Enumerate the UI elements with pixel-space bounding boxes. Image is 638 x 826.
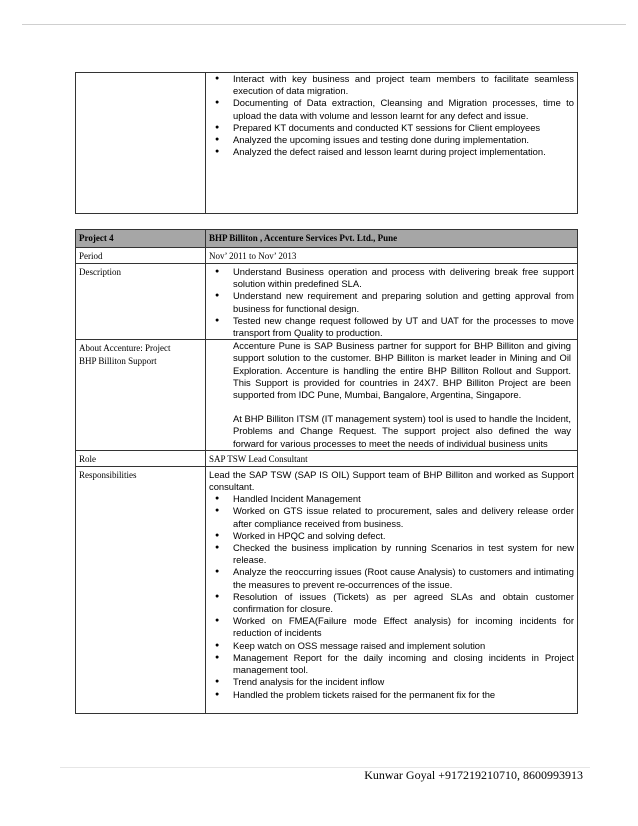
list-item: ● Management Report for the daily incoming and closing incidents in Project management tool. <box>233 652 574 676</box>
about-label-line-2: BHP Billiton Support <box>79 356 157 367</box>
list-item: ● Understand Business operation and process with delivering break free support solution within predefined SLA. <box>233 266 574 290</box>
empty-label-cell <box>76 73 206 214</box>
list-item: ● Resolution of issues (Tickets) as per agreed SLAs and obtain customer confirmation for closure. <box>233 591 574 615</box>
role-value: SAP TSW Lead Consultant <box>206 450 578 466</box>
table-row <box>76 264 578 340</box>
period-value: Nov’ 2011 to Nov’ 2013 <box>206 248 578 264</box>
about-paragraph-1: Accenture Pune is SAP Business partner for support for BHP Billiton and giving support solution to the customer. BHP Billiton is market leader in Mining and Oil Exploration. Accenture is handling the entire BHP Billiton Rollout and Support. This Support is provided for countries in 24X7. BHP Billiton Project are been supported from IDC Pune, Mumbai, Bangalore, Argentina, Singapore. <box>233 340 571 401</box>
period-label: Period <box>76 248 206 264</box>
description-label: Description <box>76 264 206 340</box>
responsibilities-cell <box>206 466 578 713</box>
list-item: ● Analyzed the defect raised and lesson learnt during project implementation. <box>233 146 574 158</box>
continued-table <box>75 72 578 214</box>
list-item: ● Prepared KT documents and conducted KT sessions for Client employees <box>233 122 574 134</box>
list-item: ● Worked on GTS issue related to procurement, sales and delivery release order after compliance received from business. <box>233 505 574 529</box>
list-item: ● Handled the problem tickets raised for the permanent fix for the <box>233 689 574 701</box>
responsibilities-label: Responsibilities <box>76 466 206 713</box>
list-item: ● Interact with key business and project team members to facilitate seamless execution of data migration. <box>233 73 574 97</box>
list-item: ● Analyzed the upcoming issues and testing done during implementation. <box>233 134 574 146</box>
list-item: ● Keep watch on OSS message raised and implement solution <box>233 640 574 652</box>
description-bullet-list <box>209 266 574 339</box>
list-item: ● Worked on FMEA(Failure mode Effect analysis) for incoming incidents for reduction of incidents <box>233 615 574 639</box>
list-item: ● Analyze the reoccurring issues (Root cause Analysis) to customers and intimating the measures to prevent re-occurrences of the issue. <box>233 566 574 590</box>
list-item: ● Worked in HPQC and solving defect. <box>233 530 574 542</box>
continued-bullets-cell <box>206 73 578 214</box>
responsibilities-intro: Lead the SAP TSW (SAP IS OIL) Support team of BHP Billiton and worked as Support consultant. <box>209 468 574 493</box>
page-footer: Kunwar Goyal +917219210710, 8600993913 <box>364 768 583 782</box>
table-row <box>76 450 578 466</box>
project-4-table <box>75 229 578 714</box>
page-top-rule <box>22 24 626 25</box>
responsibilities-bullet-list <box>209 493 574 700</box>
table-row <box>76 466 578 713</box>
list-item: ● Trend analysis for the incident inflow <box>233 676 574 688</box>
list-item: ● Checked the business implication by running Scenarios in test system for new release. <box>233 542 574 566</box>
project-label: Project 4 <box>76 230 206 248</box>
about-cell <box>206 340 578 451</box>
list-item: ● Understand new requirement and preparing solution and getting approval from business for functional design. <box>233 290 574 314</box>
list-item: ● Handled Incident Management <box>233 493 574 505</box>
role-label: Role <box>76 450 206 466</box>
list-item: ● Documenting of Data extraction, Cleansing and Migration processes, time to upload the data with volume and lesson learnt for any defect and issue. <box>233 97 574 121</box>
continued-bullet-list <box>209 73 574 158</box>
list-item: ● Tested new change request followed by UT and UAT for the processes to move transport from Quality to production. <box>233 315 574 339</box>
project-header-row <box>76 230 578 248</box>
description-cell <box>206 264 578 340</box>
table-row <box>76 340 578 451</box>
about-paragraph-2: At BHP Billiton ITSM (IT management system) tool is used to handle the Incident, Problems and Change Request. The support project also defined the way forward for various processes to meet the needs of individual business units <box>233 413 571 449</box>
about-label-line-1: About Accenture: Project <box>79 343 171 354</box>
table-row <box>76 248 578 264</box>
project-title: BHP Billiton , Accenture Services Pvt. Ltd., Pune <box>206 230 578 248</box>
table-row <box>76 73 578 214</box>
about-label <box>76 340 206 451</box>
